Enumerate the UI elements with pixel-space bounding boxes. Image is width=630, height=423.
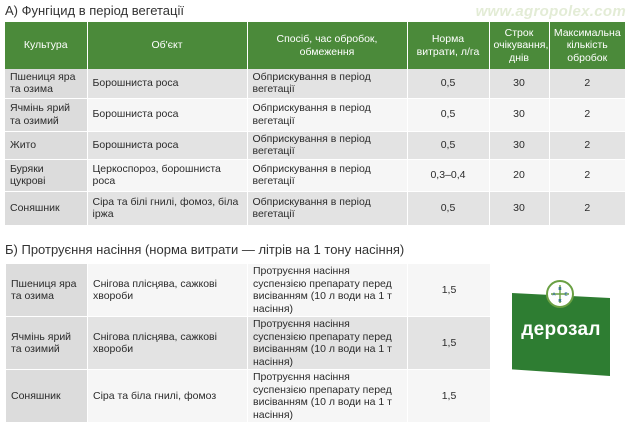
cell-waiting: 30 [489, 131, 549, 159]
table-row [6, 264, 491, 317]
cell-culture: Ячмінь ярий та озимий [5, 98, 87, 131]
cell-rate: 1,5 [408, 264, 491, 317]
bayer-cross-icon [546, 280, 574, 308]
table-row [5, 159, 625, 191]
cell-waiting: 30 [489, 98, 549, 131]
cell-method: Обприскування в період вегетації [247, 191, 407, 225]
cell-culture: Пшениця яра та озима [6, 264, 88, 317]
cell-rate: 0,5 [407, 98, 489, 131]
header-object: Об'єкт [87, 22, 247, 69]
cell-rate: 0,5 [407, 191, 489, 225]
cell-method: Протруєння насіння суспензією препарату перед висіванням (10 л води на 1 т насіння) [248, 317, 408, 370]
cell-culture: Соняшник [6, 370, 88, 423]
svg-text:A: A [552, 291, 556, 297]
watermark: www.agropolex.com [475, 3, 626, 20]
cell-method: Обприскування в період вегетації [247, 131, 407, 159]
svg-text:R: R [558, 298, 562, 303]
cell-culture: Буряки цукрові [5, 159, 87, 191]
cell-culture: Соняшник [5, 191, 87, 225]
cell-method: Обприскування в період вегетації [247, 159, 407, 191]
header-waiting-period: Строк очікування, днів [489, 22, 549, 69]
table-row [6, 317, 491, 370]
table-row [5, 191, 625, 225]
fungicide-table [5, 22, 625, 226]
cell-max: 2 [549, 131, 625, 159]
cell-object: Снігова плісңява, сажкові хвороби [88, 317, 248, 370]
header-rate: Норма витрати, л/га [407, 22, 489, 69]
seed-treatment-table [5, 263, 491, 423]
cell-method: Протруєння насіння суспензією препарату перед висіванням (10 л води на 1 т насіння) [248, 264, 408, 317]
derosal-logo [512, 280, 610, 376]
cell-method: Протруєння насіння суспензією препарату перед висіванням (10 л води на 1 т насіння) [248, 370, 408, 423]
cell-culture: Ячмінь ярий та озимий [6, 317, 88, 370]
cell-object: Борошниста роса [87, 98, 247, 131]
cell-waiting: 20 [489, 159, 549, 191]
header-culture: Культура [5, 22, 87, 69]
cell-object: Сіра та білі гнилі, фомоз, біла іржа [87, 191, 247, 225]
section-a-title: А) Фунгіцид в період вегетації [5, 3, 184, 18]
product-name: дерозал [521, 319, 601, 340]
cell-max: 2 [549, 98, 625, 131]
table-header-row [5, 22, 625, 69]
section-b-title: Б) Протруєння насіння (норма витрати — літрів на 1 тону насіння) [5, 242, 405, 257]
cell-culture: Пшениця яра та озима [5, 69, 87, 98]
cell-method: Обприскування в період вегетації [247, 98, 407, 131]
cell-rate: 1,5 [408, 370, 491, 423]
svg-text:E: E [564, 291, 568, 297]
cell-max: 2 [549, 159, 625, 191]
cell-rate: 0,5 [407, 69, 489, 98]
cell-object: Борошниста роса [87, 131, 247, 159]
cell-rate: 0,3–0,4 [407, 159, 489, 191]
cell-object: Снігова плісңява, сажкові хвороби [88, 264, 248, 317]
cell-waiting: 30 [489, 69, 549, 98]
cell-rate: 1,5 [408, 317, 491, 370]
cell-object: Церкоспороз, борошниста роса [87, 159, 247, 191]
cell-max: 2 [549, 191, 625, 225]
cell-max: 2 [549, 69, 625, 98]
table-row [6, 370, 491, 423]
svg-text:B: B [558, 286, 562, 291]
cell-waiting: 30 [489, 191, 549, 225]
header-max-treatments: Максимальна кількість обробок [549, 22, 625, 69]
cell-culture: Жито [5, 131, 87, 159]
header-method: Спосіб, час обробок, обмеження [247, 22, 407, 69]
cell-object: Сіра та біла гнилі, фомоз [88, 370, 248, 423]
cell-method: Обприскування в період вегетації [247, 69, 407, 98]
cell-object: Борошниста роса [87, 69, 247, 98]
table-row [5, 69, 625, 98]
table-row [5, 98, 625, 131]
cell-rate: 0,5 [407, 131, 489, 159]
table-row [5, 131, 625, 159]
